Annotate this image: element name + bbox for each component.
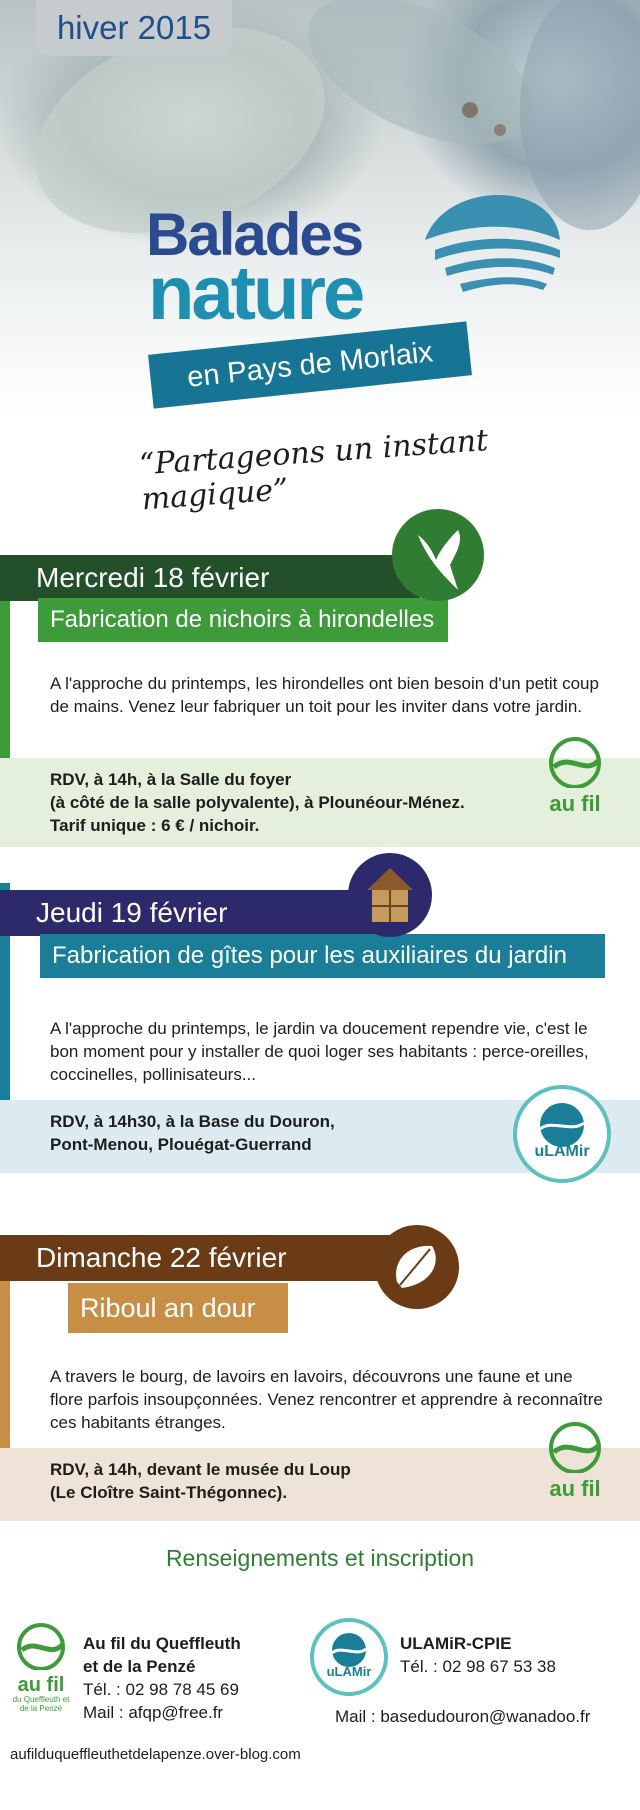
event-1-rdv-line: (à côté de la salle polyvalente), à Plounéour-Ménez. [50,793,465,812]
logo-subtext: du Queffleuth et de la Penzé [12,1695,70,1713]
partner-name: uLAMir [534,1143,590,1160]
org-1-name: Au fil du Queffleuth [83,1634,241,1653]
aufil-footer-logo [10,1620,72,1713]
event-1-activity: Fabrication de nichoirs à hirondelles [38,598,448,642]
aufil-mark-icon [540,733,610,788]
ulamir-footer-logo [310,1618,388,1696]
org-2-phone: Tél. : 02 98 67 53 38 [400,1657,556,1676]
oak-leaf-icon [372,1222,462,1312]
event-2-rdv-line: Pont-Menou, Plouégat-Guerrand [50,1135,312,1154]
swallow-icon [388,505,488,605]
website-link[interactable]: aufilduqueffleuthetdelapenze.over-blog.com [10,1746,301,1763]
header-banner [0,0,640,520]
org-1-mail[interactable]: Mail : afqp@free.fr [83,1703,224,1722]
tagline: “Partageons un instant magique” [138,423,490,518]
ulamir-logo [513,1085,611,1183]
event-1-rdv-line: RDV, à 14h, à la Salle du foyer [50,770,292,789]
org-2-contact [400,1632,556,1678]
season-label: hiver 2015 [36,0,232,56]
logo-text: uLAMir [326,1664,372,1679]
event-3-day: Dimanche 22 février [0,1235,410,1281]
event-3-description: A travers le bourg, de lavoirs en lavoirs, découvrons une faune et une flore parfois insoupçonnées. Venez rencontrer et apprendre à reconnaître ces habitants étranges. [50,1367,603,1432]
org-2-name: ULAMiR-CPIE [400,1634,512,1653]
org-2-mail[interactable]: Mail : basedudouron@wanadoo.fr [335,1707,591,1726]
ulamir-mark-icon [517,1089,607,1179]
partner-name: au fil [549,791,601,816]
org-1-contact [83,1632,241,1724]
event-2-rdv-line: RDV, à 14h30, à la Base du Douron, [50,1112,335,1131]
footer-title: Renseignements et inscription [165,1545,475,1571]
ulamir-mark-icon [314,1622,384,1692]
event-2-day: Jeudi 19 février [0,890,375,936]
event-2-activity: Fabrication de gîtes pour les auxiliaires du jardin [40,934,605,978]
org-1-phone: Tél. : 02 98 78 45 69 [83,1680,239,1699]
aufil-logo [540,733,610,828]
event-1-description: A l'approche du printemps, les hirondelles ont bien besoin d'un petit coup de mains. Venez leur fabriquer un toit pour les inviter dans votre jardin. [50,674,599,716]
event-3-rdv-line: (Le Cloître Saint-Thégonnec). [50,1483,288,1502]
title-ribbon: en Pays de Morlaix [148,321,472,408]
aufil-mark-icon [540,1418,610,1473]
insect-hotel-icon [345,850,435,940]
partner-name: au fil [549,1476,601,1501]
event-2-description: A l'approche du printemps, le jardin va doucement rependre vie, c'est le bon moment pour y installer de quoi loger ses habitants : perce-oreilles, coccinelles, pollinisateurs... [50,1019,589,1084]
aufil-mark-icon [10,1620,72,1670]
title-line-1: Balades [146,201,363,268]
logo-wave-icon [415,180,565,310]
event-1-day: Mercredi 18 février [0,555,420,601]
event-1-rdv-line: Tarif unique : 6 € / nichoir. [50,816,260,835]
org-1-name: et de la Penzé [83,1657,196,1676]
logo-text: au fil [17,1674,65,1696]
event-3-activity: Riboul an dour [68,1283,288,1333]
event-3-rdv-line: RDV, à 14h, devant le musée du Loup [50,1460,351,1479]
aufil-logo [540,1418,610,1518]
title-line-2: nature [148,251,363,336]
